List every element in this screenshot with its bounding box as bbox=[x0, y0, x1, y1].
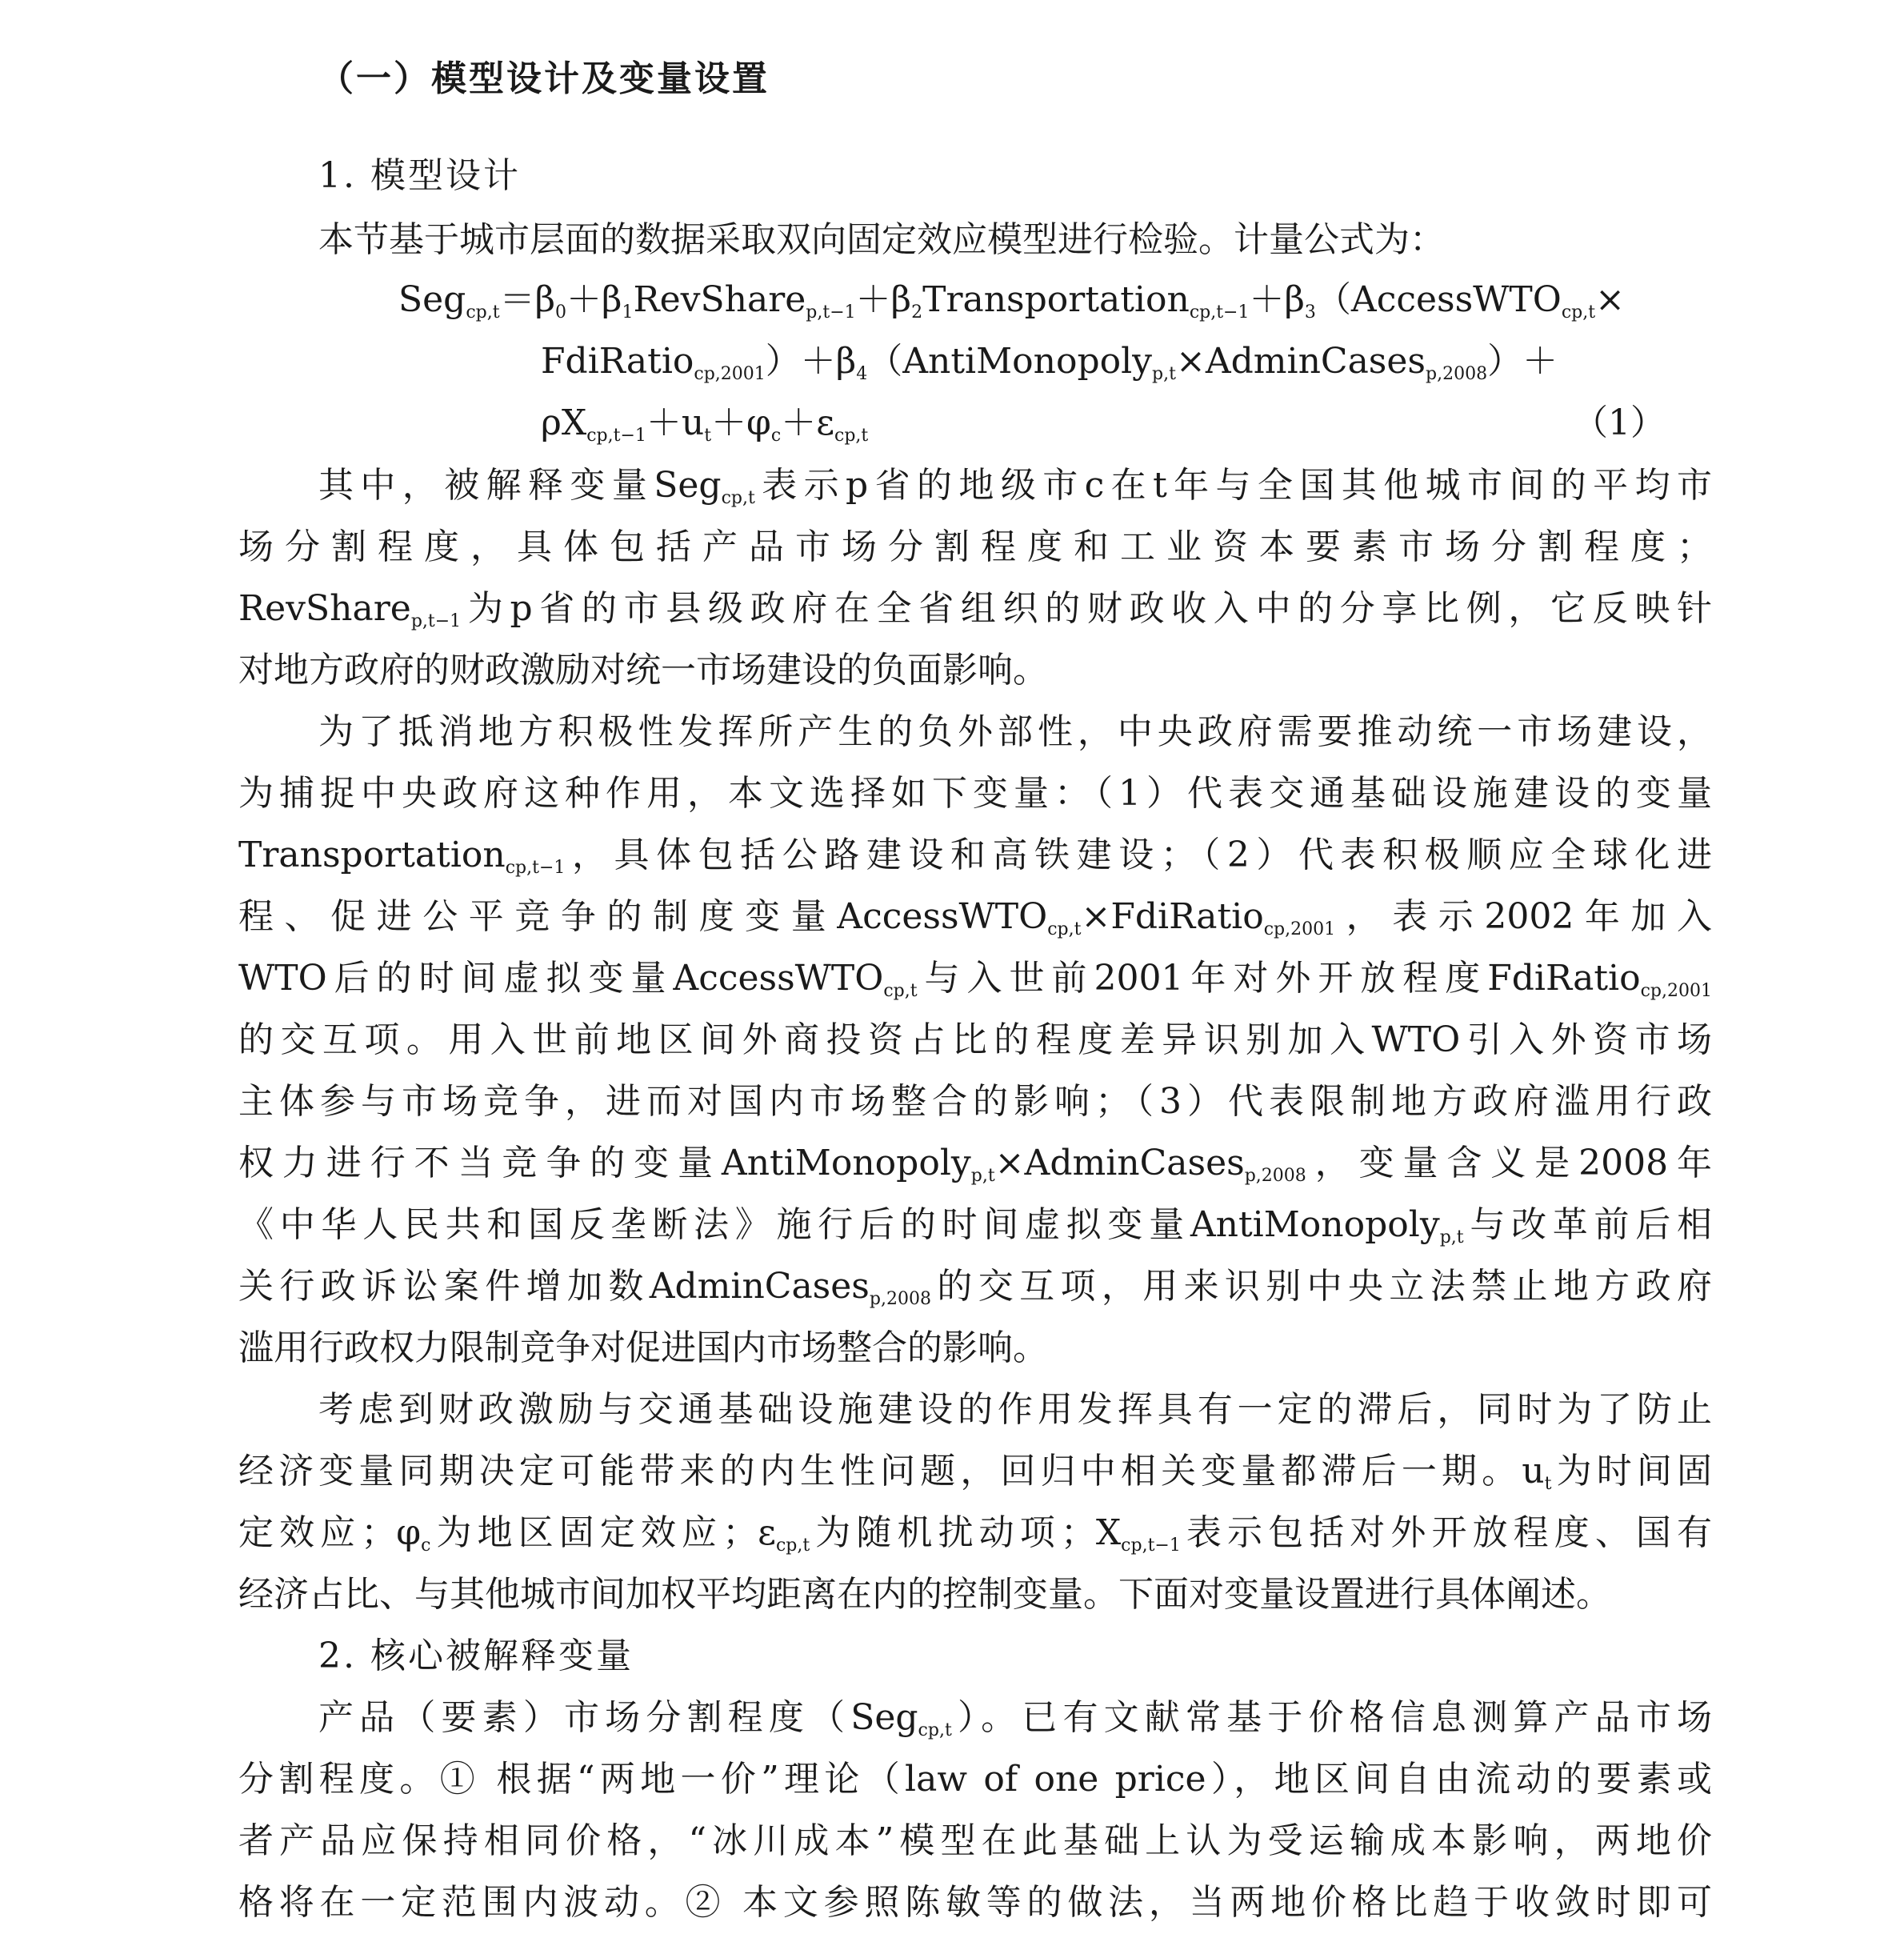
paragraph-line: 权力进行不当竞争的变量AntiMonopoly$_{p,t}$×AdminCases$_{p,2008}$，变量含义是2008年 bbox=[238, 1143, 1712, 1186]
paragraph-line: Transportation$_{cp,t-1}$，具体包括公路建设和高铁建设；（2）代表积极顺应全球化进 bbox=[238, 835, 1712, 878]
paragraph-line: 为了抵消地方积极性发挥所产生的负外部性，中央政府需要推动统一市场建设， bbox=[318, 711, 1712, 752]
paragraph-line: 的交互项。用入世前地区间外商投资占比的程度差异识别加入WTO引入外资市场 bbox=[238, 1019, 1712, 1060]
paragraph-line: 其中，被解释变量Seg$_{cp,t}$表示p省的地级市c在t年与全国其他城市间的平均市 bbox=[318, 465, 1712, 508]
paragraph-line: 滥用行政权力限制竞争对促进国内市场整合的影响。 bbox=[238, 1327, 1048, 1368]
paragraph-line: 经济占比、与其他城市间加权平均距离在内的控制变量。下面对变量设置进行具体阐述。 bbox=[238, 1574, 1611, 1615]
paragraph-line: 对地方政府的财政激励对统一市场建设的负面影响。 bbox=[238, 650, 1048, 691]
equation-line-3: $\rho X_{cp,t-1}+u_t+\varphi_c+\varepsilon_{cp,t}$ bbox=[541, 402, 869, 446]
paragraph-line: 经济变量同期决定可能带来的内生性问题，回归中相关变量都滞后一期。$u_t$为时间固 bbox=[238, 1451, 1713, 1494]
paragraph-line: WTO后的时间虚拟变量AccessWTO$_{cp,t}$与入世前2001年对外开放程度FdiRatio$_{cp,2001}$ bbox=[238, 958, 1712, 1001]
paragraph-line: 《中华人民共和国反垄断法》施行后的时间虚拟变量AntiMonopoly$_{p,t}$与改革前后相 bbox=[238, 1204, 1713, 1247]
paragraph-line: 考虑到财政激励与交通基础设施建设的作用发挥具有一定的滞后，同时为了防止 bbox=[318, 1389, 1712, 1430]
paragraph-line: RevShare$_{p,t-1}$为p省的市县级政府在全省组织的财政收入中的分享比例，它反映针 bbox=[238, 588, 1712, 631]
paragraph-line: 场分割程度，具体包括产品市场分割程度和工业资本要素市场分割程度； bbox=[238, 527, 1712, 567]
equation-line-1: $Seg_{cp,t}=\beta_0+\beta_1RevShare_{p,t-1}+\beta_2Transportation_{cp,t-1}+\beta_3(AccessWTO_{cp,t}\times$ bbox=[398, 279, 1625, 322]
subsection-title-model-design: 1. 模型设计 bbox=[318, 155, 521, 196]
paragraph-line: 主体参与市场竞争，进而对国内市场整合的影响；（3）代表限制地方政府滥用行政 bbox=[238, 1081, 1712, 1122]
section-heading: （一）模型设计及变量设置 bbox=[318, 58, 770, 99]
paragraph-line: 程、促进公平竞争的制度变量AccessWTO$_{cp,t}$×FdiRatio$_{cp,2001}$，表示2002年加入 bbox=[238, 896, 1712, 939]
paragraph-line: 分割程度。① 根据“两地一价”理论（law of one price），地区间自由流动的要素或 bbox=[238, 1759, 1712, 1800]
paragraph-line: 关行政诉讼案件增加数AdminCases$_{p,2008}$的交互项，用来识别中央立法禁止地方政府 bbox=[238, 1266, 1713, 1309]
paragraph-line: 产品（要素）市场分割程度（Seg$_{cp,t}$）。已有文献常基于价格信息测算产品市场 bbox=[318, 1697, 1712, 1740]
subsection-title-core-variable: 2. 核心被解释变量 bbox=[318, 1636, 634, 1676]
paragraph-line: 定效应；$\varphi_c$为地区固定效应；$\varepsilon_{cp,t}$为随机扰动项；$X_{cp,t-1}$表示包括对外开放程度、国有 bbox=[238, 1512, 1713, 1556]
paragraph-line: 者产品应保持相同价格，“冰川成本”模型在此基础上认为受运输成本影响，两地价 bbox=[238, 1820, 1712, 1861]
paragraph-line: 格将在一定范围内波动。② 本文参照陈敏等的做法，当两地价格比趋于收敛时即可 bbox=[238, 1882, 1712, 1923]
intro-line: 本节基于城市层面的数据采取双向固定效应模型进行检验。计量公式为： bbox=[318, 219, 1445, 260]
paragraph-line: 为捕捉中央政府这种作用，本文选择如下变量：（1）代表交通基础设施建设的变量 bbox=[238, 773, 1712, 814]
equation-line-2: $FdiRatio_{cp,2001})+\beta_4(AntiMonopoly_{p,t}\times AdminCases_{p,2008})+$ bbox=[541, 341, 1558, 384]
equation-number: （1） bbox=[1573, 402, 1666, 443]
